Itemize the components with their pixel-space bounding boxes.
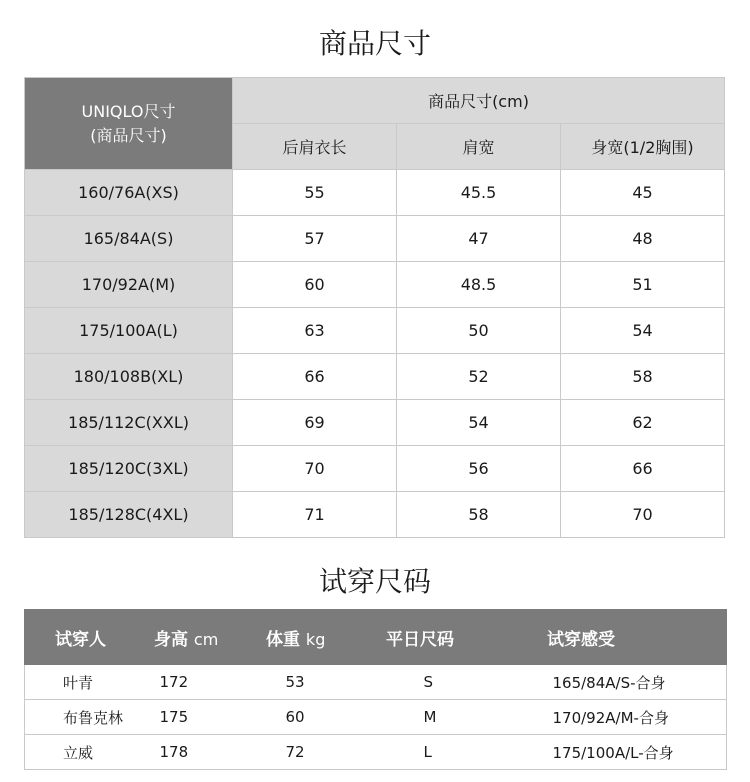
cell-height: 172 (130, 665, 242, 700)
cell-back-length: 63 (233, 308, 397, 354)
cell-body-width: 66 (561, 446, 725, 492)
header-tester-label: 试穿人 (55, 629, 106, 650)
cell-usual-size: L (362, 735, 507, 770)
header-height-unit: cm (193, 629, 219, 649)
size-chart-group-header: 商品尺寸(cm) (233, 78, 725, 124)
row-size-label: 185/112C(XXL) (25, 400, 233, 446)
cell-usual-size: M (362, 700, 507, 735)
header-fit-feedback (507, 610, 727, 665)
column-header-shoulder-width: 肩宽 (397, 124, 561, 170)
cell-body-width: 54 (561, 308, 725, 354)
cell-weight: 53 (242, 665, 362, 700)
cell-back-length: 66 (233, 354, 397, 400)
cell-body-width: 48 (561, 216, 725, 262)
table-row (25, 400, 725, 446)
cell-back-length: 57 (233, 216, 397, 262)
header-usual-size-label: 平日尺码 (386, 629, 454, 650)
table-row (25, 446, 725, 492)
cell-tester: 叶青 (25, 665, 130, 700)
header-tester (25, 610, 130, 665)
cell-back-length: 69 (233, 400, 397, 446)
cell-weight: 72 (242, 735, 362, 770)
header-weight-label: 体重 (266, 629, 300, 650)
size-chart-title: 商品尺寸 (318, 27, 431, 60)
corner-label-product-size: (商品尺寸) (90, 125, 167, 145)
cell-body-width: 45 (561, 170, 725, 216)
cell-height: 178 (130, 735, 242, 770)
size-chart-table (24, 77, 725, 538)
cell-fit-feedback: 170/92A/M-合身 (507, 700, 727, 735)
table-row (25, 735, 727, 770)
cell-body-width: 58 (561, 354, 725, 400)
row-size-label: 185/120C(3XL) (25, 446, 233, 492)
cell-back-length: 71 (233, 492, 397, 538)
cell-shoulder-width: 47 (397, 216, 561, 262)
tryon-table (24, 609, 727, 770)
cell-fit-feedback: 165/84A/S-合身 (507, 665, 727, 700)
cell-back-length: 60 (233, 262, 397, 308)
cell-tester: 立威 (25, 735, 130, 770)
column-header-body-width: 身宽(1/2胸围) (561, 124, 725, 170)
row-size-label: 185/128C(4XL) (25, 492, 233, 538)
cell-shoulder-width: 50 (397, 308, 561, 354)
cell-shoulder-width: 48.5 (397, 262, 561, 308)
cell-shoulder-width: 54 (397, 400, 561, 446)
cell-body-width: 70 (561, 492, 725, 538)
row-size-label: 165/84A(S) (25, 216, 233, 262)
row-size-label: 180/108B(XL) (25, 354, 233, 400)
row-size-label: 170/92A(M) (25, 262, 233, 308)
row-size-label: 175/100A(L) (25, 308, 233, 354)
cell-shoulder-width: 56 (397, 446, 561, 492)
header-height-label: 身高 (154, 629, 188, 650)
table-row (25, 492, 725, 538)
table-row (25, 216, 725, 262)
cell-back-length: 70 (233, 446, 397, 492)
cell-tester: 布鲁克林 (25, 700, 130, 735)
table-row (25, 700, 727, 735)
column-header-back-length: 后肩衣长 (233, 124, 397, 170)
row-size-label: 160/76A(XS) (25, 170, 233, 216)
table-row (25, 354, 725, 400)
table-row (25, 262, 725, 308)
cell-fit-feedback: 175/100A/L-合身 (507, 735, 727, 770)
cell-weight: 60 (242, 700, 362, 735)
header-fit-feedback-label: 试穿感受 (547, 629, 615, 650)
table-row (25, 665, 727, 700)
header-usual-size (362, 610, 507, 665)
cell-back-length: 55 (233, 170, 397, 216)
table-row (25, 170, 725, 216)
cell-body-width: 51 (561, 262, 725, 308)
tryon-header-row (25, 610, 727, 665)
table-row (25, 308, 725, 354)
header-height (130, 610, 242, 665)
cell-height: 175 (130, 700, 242, 735)
cell-body-width: 62 (561, 400, 725, 446)
corner-label-brand-size: UNIQLO尺寸 (81, 101, 176, 121)
header-weight-unit: kg (305, 629, 326, 649)
cell-shoulder-width: 45.5 (397, 170, 561, 216)
cell-shoulder-width: 52 (397, 354, 561, 400)
cell-shoulder-width: 58 (397, 492, 561, 538)
size-chart-corner-header (25, 78, 233, 170)
header-weight (242, 610, 362, 665)
cell-usual-size: S (362, 665, 507, 700)
tryon-title: 试穿尺码 (318, 565, 431, 598)
